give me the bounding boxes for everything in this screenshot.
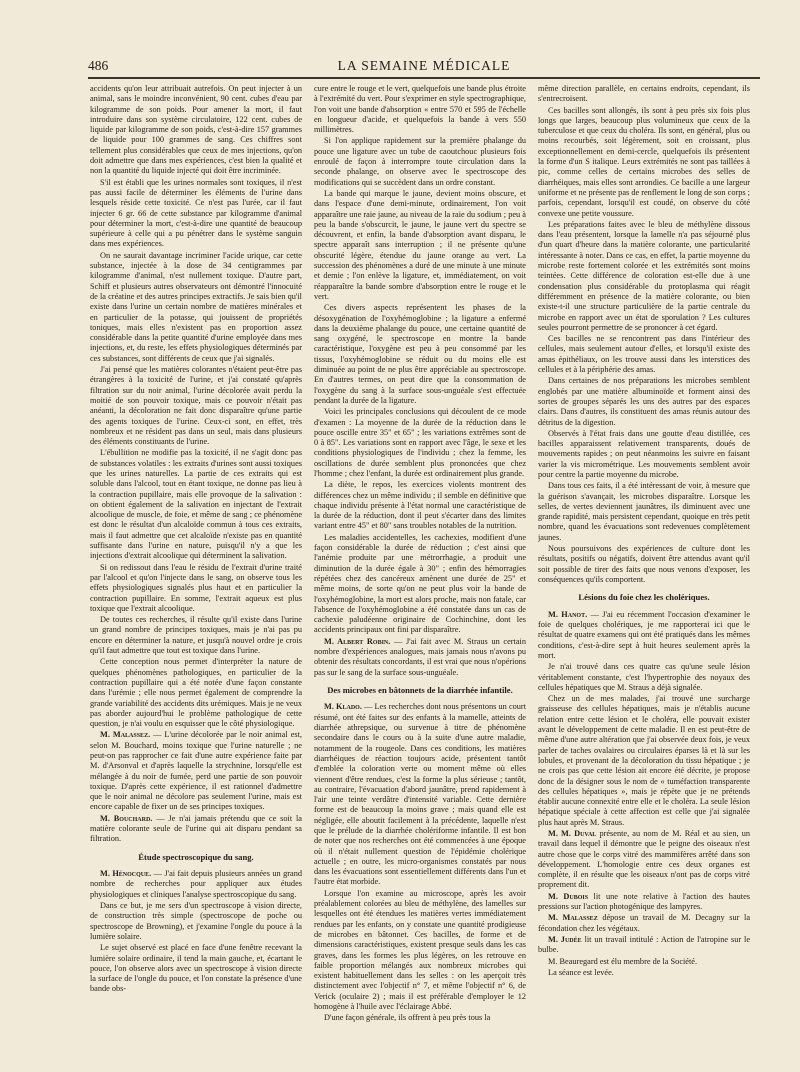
- paragraph: La bande qui marque le jaune, devient moins obscure, et dans l'espace d'une demi-minute, ordinairement, l'on voit apparaître une raie jaune, au niveau de la raie du sodium ; peu à peu la bande s'obscurcit, le jaune, le jaune vert du spectre se découvrent, et enfin, la bande d'absorption avant disparu, le spectre apparaît sans interruption ; il ne présente qu'une obscurité légère, étendue du jaune orange au vert. La succession des phénomènes a duré de une minute à une minute et demie ; l'on enlève la ligature, et, immédiatement, on voit réapparaître la bande sombre d'absorption entre le rouge et le vert.: [314, 188, 526, 301]
- speaker-name: M. Dubois: [548, 891, 589, 901]
- paragraph: Ces bacilles ne se rencontrent pas dans l'intérieur des cellules, mais seulement autour d'elles, et lorsqu'il existe des amas épithéliaux, on les trouve aussi dans les interstices des cellules et à la périphérie des amas.: [538, 334, 750, 375]
- text-column-1: [90, 84, 302, 1052]
- speaker-name: M. Klado.: [324, 702, 362, 712]
- speaker-name: M. Bouchard.: [100, 813, 153, 823]
- paragraph: Si l'on applique rapidement sur la première phalange du pouce une ligature avec un tube de caoutchouc plusieurs fois enroulé de façon à interrompre toute circulation dans la seconde phalange, on observe avec le spectroscope des modifications qui se succèdent dans un ordre constant.: [314, 136, 526, 187]
- paragraph: La séance est levée.: [548, 967, 614, 977]
- paragraph: J'ai pensé que les matières colorantes n'étaient peut-être pas étrangères à la toxicité de l'urine, et j'ai constaté qu'après filtration sur du noir animal, l'urine décolorée avait perdu la moitié de son pouvoir toxique, mais ce pouvoir n'était pas anéanti, la décoloration ne fait donc disparaître qu'une partie des agents toxiques de l'urine. Ceux-ci sont, en effet, très nombreux et ne résident pas dans un seul, mais dans plusieurs des éléments constituants de l'urine.: [90, 365, 302, 447]
- paragraph: même direction parallèle, en certains endroits, cependant, ils s'entrecroisent.: [538, 84, 750, 104]
- paragraph: Lorsque l'on examine au microscope, après les avoir préalablement colorées au bleu de méthylène, des lamelles sur lesquelles ont été étendues les matières vertes immédiatement rendues par les enfants, on y constate une quantité prodigieuse de microbes en bâtonnet. Ces bacilles, de forme et de dimensions caractéristiques, existent presque seuls dans les cas graves, dans les formes les plus légères, on les retrouve en faible proportion mélangés aux nombreux microbes qui existent habituellement dans les selles : on les aperçoit très distinctement avec l'objectif n° 7, et même l'objectif n° 6, de Verick (oculaire 2) ; mais il est préférable d'employer le 12 homogène à l'huile avec l'éclairage Abbé.: [314, 888, 526, 1012]
- paragraph: [538, 935, 750, 956]
- paragraph: Cette conception nous permet d'interpréter la nature de quelques phénomènes pathologiques, en particulier de la contraction pupillaire qui a été notée d'une façon constante dans l'urémie ; elle nous permet également de comprendre la grande variabilité des accidents dits urémiques. Mais je ne veux pas aborder aujourd'hui le problème pathologique de cette question, je n'ai voulu en esquisser que le côté physiologique.: [90, 657, 302, 729]
- speech-text: — Les recherches dont nous présentons un court résumé, ont été faites sur des enfants à la mamelle, atteints de diarrhée athrepsique, ou survenue à titre de phénomène secondaire dans le cours ou à la suite d'une autre maladie, notamment de la rougeole. Dans ces conditions, les matières diarrhéiques de réaction toujours acide, présentent tantôt d'emblée la coloration verte ou moment même où elles viennent d'être rendues, c'est la forme la plus sérieuse ; tantôt, au contraire, l'évacuation d'abord jaunâtre, prend rapidement à l'air une teinte verdâtre d'intensité variable. Cette dernière forme est de beaucoup la moins grave ; mais quand elle est négligée, elle aboutit facilement à la précédente, laquelle n'est que le prélude de la diarrhée cholériforme infantile. Il est bon de noter que nos recherches ont été commencées à une époque où il n'était nullement question de l'épidémie cholérique actuelle ; en outre, les micro-organismes constatés par nous dans les évacuations sont essentiellement différents dans l'un et l'autre état morbide.: [314, 702, 526, 887]
- paragraph: [90, 730, 302, 812]
- paragraph: Si on redissout dans l'eau le résidu de l'extrait d'urine traité par l'alcool et qu'on l'injecte dans le sang, on observe tous les effets physiologiques signalés plus haut et en particulier la contraction pupillaire. En somme, l'extrait aqueux est plus toxique que l'extrait alcoolique.: [90, 562, 302, 613]
- paragraph: [538, 913, 750, 934]
- speaker-name: M. Judée: [548, 934, 582, 944]
- paragraph: cure entre le rouge et le vert, quelquefois une bande plus étroite à l'extrémité du vert. Pour s'exprimer en style spectrographique, l'on voit une bande d'absorption « entre 570 et 595 de l'échelle en longueur d'acide, et quelquefois la bande à vers 550 millimètres.: [314, 84, 526, 135]
- speech-text: — Je n'ai jamais prétendu que ce soit la matière colorante seule de l'urine qui ait disparu pendant sa filtration.: [90, 813, 302, 844]
- paragraph: [538, 892, 750, 913]
- speech-text: lit une note relative à l'action des hautes pressions sur l'action photogénique des lampyres.: [538, 891, 750, 912]
- speech-text: — L'urine décolorée par le noir animal est, selon M. Bouchard, moins toxique que l'urine naturelle ; ne peut-on pas rapprocher ce fait d'une autre expérience faite par M. d'Arsonval et d'après laquelle la strychnine, lorsqu'elle est mélangée à du noir de fumée, perd une partie de son pouvoir toxique. D'après cette expérience, il est rationnel d'admettre que le noir animal ne décolore pas seulement l'urine, mais est encore capable de fixer un de ses principes toxiques.: [90, 730, 302, 812]
- paragraph: Voici les principales conclusions qui découlent de ce mode d'examen : La moyenne de la durée de la réduction dans le pouce oscille entre 35" et 65" ; les variations extrêmes sont de 0 à 85". Les variations sont en rapport avec l'âge, le sexe et les conditions physiologiques de l'individu ; chez la femme, les oscillations de durée semblent plus prononcées que chez l'homme ; chez l'enfant, la durée est ordinairement plus grande.: [314, 407, 526, 478]
- paragraph: M. Beauregard est élu membre de la Société.: [548, 956, 698, 966]
- speaker-name: M. M. Duval: [548, 828, 597, 838]
- paragraph: De toutes ces recherches, il résulte qu'il existe dans l'urine un grand nombre de principes toxiques, mais je n'ai pas pu encore en déterminer la nature, et jusqu'à nouvel ordre je crois qu'il faut admettre que tout est toxique dans l'urine.: [90, 615, 302, 656]
- paragraph: L'ébullition ne modifie pas la toxicité, il ne s'agit donc pas de substances volatiles : les extraits d'urines sont aussi toxiques que les urines naturelles. La partie de ces extraits qui est soluble dans l'alcool, tout en étant toxique, ne donne pas lieu à la contraction pupillaire, mais elle provoque de la salivation : on obtient également de la salivation en injectant de l'extrait alcoolique de muscle, de foie, et même de sang ; ce phénomène est donc le résultat d'un alcaloïde commun à tous ces extraits, mais il faut admettre que cet alcaloïde n'existe pas en quantité suffisante dans l'urine en nature, puisqu'il n'y a que les injections d'extrait alcoolique qui déterminent la salivation.: [90, 448, 302, 561]
- paragraph: Observés à l'état frais dans une goutte d'eau distillée, ces bacilles apparaissent relativement transparents, doués de mouvements rapides ; on peut néanmoins les suivre en faisant varier la vis micrométrique. Les mouvements semblent avoir pour centre la partie moyenne du microbe.: [538, 428, 750, 479]
- speech-text: présente, au nom de M. Réal et au sien, un travail dans lequel il démontre que le peigne des oiseaux n'est autre chose que le corps vitré des mammifères arrêté dans son développement. L'homologie entre ces deux organes est complète, il en résulte que les oiseaux n'ont pas de corps vitré proprement dit.: [538, 828, 750, 890]
- running-title: LA SEMAINE MÉDICALE: [337, 58, 511, 73]
- page-number: 486: [88, 58, 109, 73]
- paragraph: [538, 829, 750, 891]
- paragraph: Dans certaines de nos préparations les microbes semblent englobés par une matière albuminoïde et forment ainsi des sortes de groupes séparés les uns des autres par des espaces clairs. Dans d'autres, ils constituent des amas réunis autour des détritus de la digestion.: [538, 376, 750, 427]
- paragraph: [538, 610, 750, 661]
- speech-text: — J'ai eu récemment l'occasion d'examiner le foie de quelques cholériques, je me rapporterai ici que le résultat de quatre examens qui ont été pratiqués dans les mêmes conditions, c'est-à-dire sept à huit heures seulement après la mort.: [538, 609, 750, 660]
- paragraph: Je n'ai trouvé dans ces quatre cas qu'une seule lésion véritablement constante, c'est l'hypertrophie des noyaux des cellules hépatiques que M. Straus a déjà signalée.: [538, 662, 750, 692]
- paragraph: Nous poursuivons des expériences de culture dont les résultats, positifs ou négatifs, doivent être attendus avant qu'il soit possible de tirer des faits que nous venons d'exposer, les conséquences qu'ils comportent.: [538, 544, 750, 584]
- speaker-name: M. Albert Robin.: [324, 636, 391, 646]
- paragraph: Ces divers aspects représentent les phases de la désoxygénation de l'oxyhémoglobine ; la ligature a enfermé dans la deuxième phalange du pouce, une certaine quantité de sang oxygéné, le spectroscope en montre la bande caractéristique, l'oxygène est peu à peu consommé par les tissus, l'oxyhémoglobine se réduit ou du moins elle est diminuée au point de ne plus être appréciable au spectroscope. En d'autres termes, on peut dire que la consommation de l'oxygène du sang à la surface sous-unguéale s'est effectuée pendant la durée de la ligature.: [314, 303, 526, 405]
- paragraph: [90, 869, 302, 900]
- speaker-name: M. Malassez.: [100, 730, 151, 740]
- speech-text: dépose un travail de M. Decagny sur la fécondation chez les végétaux.: [538, 913, 750, 933]
- paragraph: Le sujet observé est placé en face d'une fenêtre recevant la lumière solaire ordinaire, il tend la main gauche, et, écartant le pouce, l'on observe alors avec un spectroscope à vision directe la surface de l'ongle du pouce, et l'on constate la présence d'une bande obs-: [90, 943, 302, 994]
- paragraph: [314, 702, 526, 887]
- text-column-2: [314, 84, 526, 1052]
- paragraph: accidents qu'on leur attribuait autrefois. On peut injecter à un animal, sans le moindre inconvénient, 90 cent. cubes d'eau par kilogramme de son poids. Pour amener la mort, il faut introduire dans son système circulatoire, 122 cent. cubes de liquide par kilogramme de son poids, c'est-à-dire 157 grammes de liquide pour 100 grammes de sang. Ces chiffres sont tellement plus considérables que ceux de mes injections, qu'on doit admettre que dans mes expériences, c'est bien la qualité et non la quantité du liquide injecté qui doit être incriminée.: [90, 84, 302, 176]
- page-header: [88, 58, 760, 78]
- section-heading: Étude spectroscopique du sang.: [138, 851, 254, 862]
- speaker-name: M. Hanot.: [548, 609, 588, 619]
- speaker-name: M. Hénocque.: [100, 869, 152, 879]
- speaker-name: M. Malassez: [548, 913, 598, 923]
- text-column-3: [538, 84, 750, 1052]
- section-heading: Des microbes en bâtonnets de la diarrhée infantile.: [327, 684, 513, 695]
- paragraph: [90, 814, 302, 845]
- paragraph: Les préparations faites avec le bleu de méthylène dissous dans l'eau présentent, lorsque la lamelle n'a pas séjourné plus d'un quart d'heure dans la matière colorante, une particularité intéressante à noter. Dans ce cas, en effet, la partie moyenne du microbe reste fortement colorée et les extrémités sont moins teintées. Cette différence de coloration est-elle due à une condensation plus considérable du protoplasma qui réagit différemment en présence de la matière colorante, ou bien existe-t-il une structure particulière de la partie centrale du microbe en rapport avec un état de sporulation ? Les cultures seules pourront permettre de se prononcer à cet égard.: [538, 219, 750, 332]
- speech-text: — J'ai fait avec M. Straus un certain nombre d'expériences analogues, mais jamais nous n'avons pu obtenir des résultats concordants, il est vrai que nous n'opérions pas sur le sang de la surface sous-unguéale.: [314, 636, 526, 677]
- paragraph: S'il est établi que les urines normales sont toxiques, il n'est pas aussi facile de déterminer les éléments de l'urine dans lesquels réside cette toxicité. Ce n'est pas l'urée, car il faut injecter 6 gr. 66 de cette substance par kilogramme d'animal pour déterminer la mort, c'est-à-dire une quantité de beaucoup supérieure à celle qui a pu pénétrer dans le système sanguin dans mes expériences.: [90, 177, 302, 249]
- paragraph: D'une façon générale, ils offrent à peu près tous la: [324, 1013, 491, 1023]
- paragraph: Les maladies accidentelles, les cachexies, modifient d'une façon considérable la durée de réduction ; c'est ainsi que l'anémie produite par une métrorrhagie, a produit une diminution de la durée égale à 30" ; enfin des hémorragies répétées chez des cancéreux amènent une durée de 25" et même moins, de sorte qu'on ne peut plus voir la bande de l'oxyhémoglobine, la mort est alors proche, mais non fatale, car l'absence de l'oxyhémoglobine a été constatée dans un cas de cachexie paludéenne originaire de Cochinchine, dont les accidents principaux ont fini par disparaître.: [314, 532, 526, 635]
- paragraph: Ces bacilles sont allongés, ils sont à peu près six fois plus longs que larges, beaucoup plus volumineux que ceux de la tuberculose et que ceux du choléra. Ils sont, en général, plus ou moins recourbés, soit légèrement, soit en croissant, plus exceptionnellement en demi-cercle, quelquefois ils présentent la forme d'un S italique. Leurs extrémités ne sont pas taillées à pic, comme celles de certains microbes des selles de diarrhéiques, mais elles sont arrondies. Ce bacille a une largeur uniforme et ne présente pas de renflement le long de son corps ; parfois, cependant, lorsqu'il est coudé, on observe du côté convexe une petite voussure.: [538, 105, 750, 218]
- header-rule: [88, 77, 760, 79]
- paragraph: Dans ce but, je me sers d'un spectroscope à vision directe, de construction très simple (spectroscope de poche ou spectroscope de Browning), et j'examine l'ongle du pouce à la lumière solaire.: [90, 901, 302, 941]
- paragraph: La diète, le repos, les exercices violents montrent des différences chez un même individu ; il semble en définitive que chaque individu présente à l'état normal une caractéristique de la durée de la réduction, dont il peut s'écarter dans des limites variant entre 45" et 80" sans troubles notables de la nutrition.: [314, 480, 526, 531]
- section-heading: Lésions du foie chez les cholériques.: [578, 592, 710, 603]
- paragraph: On ne saurait davantage incriminer l'acide urique, car cette substance, injectée à la dose de 34 centigrammes par kilogramme d'animal, n'est nullement toxique. D'autre part, Schiff et plusieurs autres observateurs ont démontré l'innocuité de la créatine et des autres principes extractifs. Je sais bien qu'il existe dans l'urine un certain nombre de matières minérales et en particulier de la potasse, qui jouissent de propriétés toniques, mais elles n'existent pas en proportion assez considérable dans la petite quantité d'urine employée dans mes injections, et, du reste, les effets physiologiques déterminés par ces substances, sont différents de ceux que j'ai signalés.: [90, 250, 302, 363]
- paragraph: Chez un de mes malades, j'ai trouvé une surcharge graisseuse des cellules hépatiques, mais je n'établis aucune relation entre cette lésion et le choléra, elle pouvait exister avant le développement de cette maladie. Il en est peut-être de même d'une autre altération que j'ai observée deux fois, je veux parler de taches ovalaires ou circulaires éparses là et là sur les lobules, et provenant de la décoloration du tissu hépatique ; je ne crois pas que cette lésion ait encore été décrite, je propose donc de la désigner sous le nom de « tuméfaction transparente des cellules hépatiques », mais je répète que je ne prétends établir aucune connexité entre elle et le choléra. La seule lésion hépatique spéciale à cette affection est celle que j'ai signalée plus haut après M. Straus.: [538, 694, 750, 827]
- speech-text: — J'ai fait depuis plusieurs années un grand nombre de recherches pour appliquer aux études physiologiques et cliniques l'analyse spectroscopique du sang.: [90, 869, 302, 899]
- paragraph: Dans tous ces faits, il a été intéressant de voir, à mesure que la guérison s'avançait, les microbes disparaître. Lorsque les selles, de vertes deviennent jaunâtres, ils diminuent avec une grande rapidité, mais persistent cependant, quoique en très petit nombre, quand les évacuations sont redevenues complètement jaunes.: [538, 481, 750, 542]
- speech-text: lit un travail intitulé : Action de l'atropine sur le bulbe.: [538, 934, 750, 955]
- paragraph: [314, 637, 526, 678]
